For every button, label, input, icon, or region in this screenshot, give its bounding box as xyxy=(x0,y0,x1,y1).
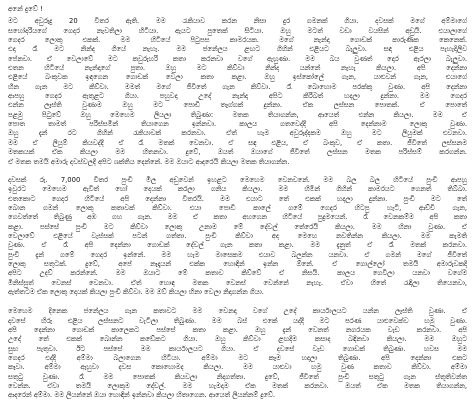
text-line: දවසක් රු. 7,000 විතර පුංචි මිල අඩුවෙන් ඉහළට මෙහෙම වෙනවනේ. මම බල බල හිටියේ පුංචි ආපහු xyxy=(8,175,467,184)
text-line: මට අවුරුදු 20 විතර ඇති. මම රැකියාව කරන නිසා දුර ගමනක් ගියා. දවසක් මගේ අම්මාගේ xyxy=(8,17,467,26)
text-line: අපිට උදව් කරන්නේ. මම ඔයාට මේ කතාව කිව්වේ ඒ නිසයි. කාලය ගෙවිලා යනවා වගේම xyxy=(8,269,467,278)
text-line: පුංචි දැන් ගමේ ගෙදර ඉන්නේ. මම හැම මාසෙකම එයාව බලන්න යනවා. ඒ ගමන් මගේ ජීවිතේ xyxy=(8,250,467,259)
text-line: එළියේ බංකුවක ඉඳගෙන ගොඩක් වෙලා කතා කළා. ඔහු ඉස්කෝලේ ගැන, යාළුවන් ගැන, එයාගේ xyxy=(8,73,467,82)
text-line: සුභ පැතුවා. ඊට පස්සේ මම කාර්යාලයට ගියා. ඒ දවසේ වැඩ ගොඩක් තිබුණා. හවස මම xyxy=(8,344,467,353)
text-line: පළමු පිටුවේ ඔහු මෙහෙම ලියලා තිබුණා: මතක තියාගන්න, ආයෙත් එන්න කියලා. මම ඒ xyxy=(8,110,467,119)
text-line: ආදරෙන් අම්මා. මම ලියන්නේ ඔයා හොඳින් ඉන්නවා කියලා හිතාගෙන. ආයෙත් ලියන්නම් දුවේ. xyxy=(8,391,276,400)
text-line: පේනවා. ඒ වෙලාවේ මට කවුරුහරි කතා කරනවා වගේ ඇහුණා. මම බය වුණත් දොර ඇරලා බැලුවා. xyxy=(8,54,467,63)
text-line: මම ඒ ලියුම් කියවද්දී ඒ රෑ මතක් වෙනවා. ඒ සඳ එළිය, ඒ බංකුව, ඒ කතා. ජීවිතේ ලස්සනම xyxy=(8,138,467,147)
text-line: පොත තාමත් පරිස්සමින් තියාගෙන ඉන්නවා. කාලය ගතවෙද්දී අපි දෙන්නාම ලොකු වුණා. xyxy=(8,120,467,129)
text-line: ආපහු ගෙදර ඇතුළට ගියා. පහුවදා උදේ නැන්දා අපිට කිරිබත් හදලා දුන්නා. මම ගෙදර xyxy=(8,92,467,101)
paragraph-2 xyxy=(8,176,467,297)
text-line: ගෙවත්තේ තිබුණු අඹ ගහ ගැන. මම ඒ කතා අහගෙන හිටියේ පුදුමයෙන්. රෑ වෙනකම්ම අපි කතා xyxy=(8,213,467,222)
text-line: එතන හිටියේ නැන්දාගේ පුතා. ඔහු මට කිව්වා නින්ද යන්නේ නැහැ කියලා. අපි දෙන්නා xyxy=(8,64,467,73)
text-line: දවසේ හිරු එළිය ලස්සනට වැටිලා තිබුණා. මම බස් එකේ යද්දී මට පරණ යාළුවෙක්ව හමු වුණා. xyxy=(8,316,467,325)
text-line: ඉවුරට මෙහෙම ඇවිත් හෝ දෙයක් කරලා ගනිය කියලා. මම හිමීන් ගිහින් කාමරයට ගෙනත් තිබ්බා. xyxy=(8,185,467,194)
text-line: සතුටු වුණා. රෑ මම පොතක් කියවලා නිදාගත්තා. දුවේ, ජීවිතේ පුංචි සතුටු ගැන ස්තූතිවන්ත xyxy=(8,372,467,381)
text-line: මෙහෙම දිනෙක ජනේලය ගැන කතාවට මම වෙනදා වගේ උදේ කාර්යාලයට යන්න ලෑස්ති වුණා. ඒ xyxy=(8,307,467,316)
text-line: මිනිස්සුත් වෙනස් වෙනවා. ඒත් හොඳ මතක වෙනස් වෙන්නේ නැහැ. ඒවා හිතේ රැඳිලා තියෙනවා, xyxy=(8,278,467,287)
paragraph-1 xyxy=(8,17,467,167)
letter-greeting: අනේ දුවේ ! xyxy=(8,5,43,13)
text-line: ගෙදර එද්දී අම්මා බලාගෙන හිටියා. අම්මා මට කෑම හදලා තිබුණා. අපි දෙන්නා එකට xyxy=(8,354,467,363)
text-line: බොන ගමන් ලොකු කතාවක් කිව්වා. එයා පොඩි කාලේ ගමේ ගෙදර හිටපු හැටි, ආච්චි ගැන, xyxy=(8,203,467,212)
text-line: ගෙදර ලොකු එකක්. මම හිටියේ පිටුපස කාමරයක. මගේ නැන්දා ගොඩක් කාරුණික කෙනෙක්. xyxy=(8,36,467,45)
text-line: ඔහු දැන් රට ගිහින් රැකියාවක් කරනවා. ඒත් හැම අවුරුද්දකම ඔහු මට ලියුමක් එවනවා. xyxy=(8,129,467,138)
text-line: ලොකු සතුටක්. දුවේ, අපේ නෑදෑයන් එක්ක හොඳින් ඉන්න ඕනේ. ඒ ගොල්ලෝ තමයි අමාරුවකදී xyxy=(8,259,467,268)
text-line: ඒ මතක තමයි අමාරු දවස්වලදී අපිට ශක්තිය දෙන්නේ. මම ඔයාට ආදරෙයි කියලා මතක තියාගන්න. xyxy=(8,157,290,166)
text-line: වෙලාවේ එළියේ වැස්සක් පටන් ගත්තා. පුංචි කිව්වා අද මෙහෙ නවතින්න කියලා. මම කැමති xyxy=(8,231,467,240)
text-line: එදා රෑ මට නින්ද ගියේ නැහැ. මම ජනේලය ළඟට ගිහින් එළියට බැලුවා. සඳ එළිය පැහැදිලිව xyxy=(8,45,467,54)
text-line: එන්න ලෑස්ති වුණාම ඔහු මට පොඩි තෑග්ගක් දුන්නා. ඒක ලස්සන පොතක්. ඒ පොතේ xyxy=(8,101,467,110)
text-line: සහෝදරියගේ ගෙදර නැවතිලා හිටියා. ඇයට පුතෙක් සිටියා. ඔහු මටත් වඩා වයසින් අඩුයි. එයාලාගේ xyxy=(8,26,467,35)
text-line: කෑවා. අම්මා ඇහුවා දවස කොහොමද කියලා. මම යාළුවා හමු වුණ කතාව කිව්වා. අම්මා xyxy=(8,363,467,372)
text-line: කළා. පස්සේ පුංචි මට කිව්වා ලොකු උනාම මේ දේවල් තේරෙයි කියලා. මම හිනා වුණා. ඒ xyxy=(8,222,467,231)
text-line: වෙන්න. ඒවා තමයි ලොකුම දේවල්. මම හැමදාම ඒක මතක් කරනවා. ඔයත් ඒක මතක තියාගන්න, xyxy=(8,382,467,391)
text-line: ඇත්තටම ඒක ලොකු දෙයක් කියලා පුංචි කිව්වා. මම ඔව් කියලා හිනා වෙලා නිදාගන්න ගියා. xyxy=(8,287,264,296)
text-line: අපි දෙන්නා ගොඩක් කාලෙකට පස්සේ කතා කළා. ඔහු දැන් වෙනත් නගරයක වැඩ කරනවා. අපි xyxy=(8,326,467,334)
paragraph-3 xyxy=(8,307,467,400)
text-line: මතකයක් ඒක කියලා මම හිතනවා. දුවේ, ඔයත් ඔයාගේ ජීවිතේ ලස්සන මතක පරිස්සම් කරගන්න. xyxy=(8,148,467,157)
text-line: හීන ගැන මට කිව්වා. මමත් මගේ ජීවිතේ ගැන කිව්වා. රෑ බොහොම පරක්කු වුණා. අපි දෙන්නා xyxy=(8,82,467,91)
text-line: උදේ තේ එකක් බොන්න කඩේකට ගියා. ඔහු කිව්වා ළඟදීම කසාද බඳිනවා කියලා. මම ඔහුට xyxy=(8,335,467,344)
text-line: එතකොට ගෙදර හිටියේ අපි දෙන්නා විතරයි. මම එයාට තේ එකක් හදලා දුන්නා. පුංචි මට තේ xyxy=(8,194,467,203)
text-line: වුණා. ඒ රෑ අපි දෙන්නා ගොඩක් දේවල් ගැන කතා කළා. මම දැනුත් ඒ රෑ මතක් කරනවා. xyxy=(8,241,467,250)
